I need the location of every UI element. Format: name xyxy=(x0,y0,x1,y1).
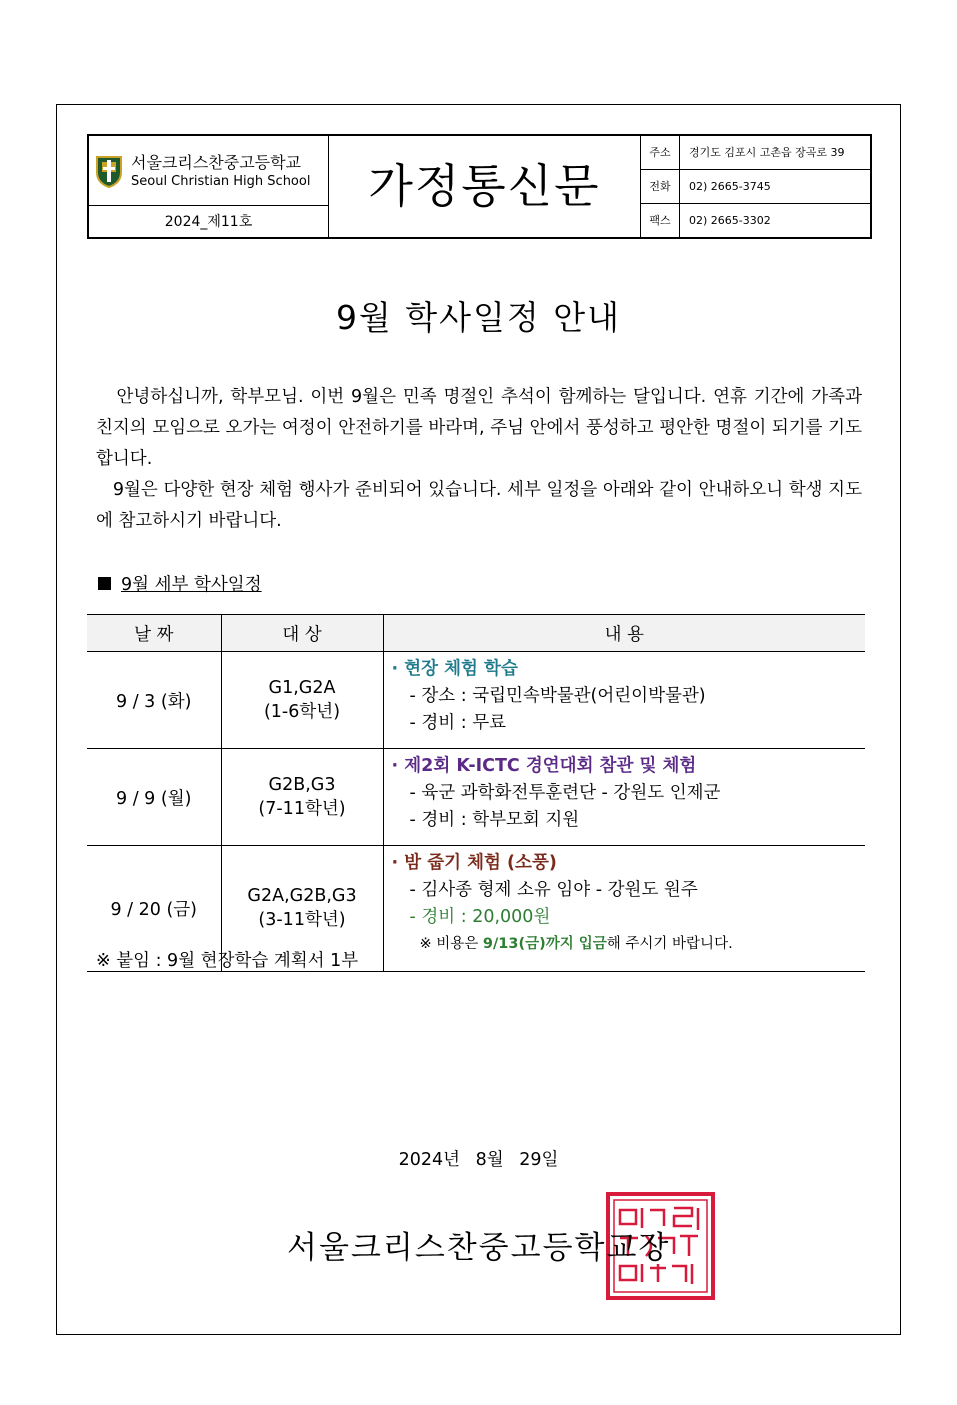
event-cost: - 경비 : 20,000원 xyxy=(409,907,551,927)
info-key: 주소 xyxy=(641,136,680,169)
header-content: 내 용 xyxy=(383,615,865,652)
info-value: 경기도 김포시 고촌읍 장곡로 39 xyxy=(689,146,845,159)
principal-signature: 서울크리스찬중고등학교장 xyxy=(287,1230,671,1266)
info-value: 02) 2665-3745 xyxy=(689,180,771,193)
section-title-text: 9월 세부 학사일정 xyxy=(121,575,262,595)
header-date: 날 짜 xyxy=(87,615,221,652)
row-date: 9 / 3 (화) xyxy=(87,652,221,749)
section-title xyxy=(98,571,262,596)
payment-note xyxy=(392,931,866,958)
event-detail: - 경비 : 무료 xyxy=(409,713,507,733)
note-deadline: 9/13(금)까지 입금 xyxy=(482,936,607,952)
school-name-ko: 서울크리스찬중고등학교 xyxy=(131,153,302,172)
row-target xyxy=(221,749,383,846)
target-line: G2B,G3 xyxy=(268,774,336,795)
row-content xyxy=(383,846,865,972)
target-grade: (1-6학년) xyxy=(263,701,341,722)
newsletter-title: 가정통신문 xyxy=(368,159,601,213)
school-emblem-icon xyxy=(95,154,123,188)
event-detail: - 김사종 형제 소유 임야 - 강원도 원주 xyxy=(409,880,698,900)
event-heading: · 밤 줍기 체험 (소풍) xyxy=(391,853,557,873)
issue-date: 2024년 8월 29일 xyxy=(398,1150,559,1170)
schedule-table xyxy=(87,614,865,972)
attachment-note: ※ 붙임 : 9월 현장학습 계획서 1부 xyxy=(96,951,359,971)
target-line: G2A,G2B,G3 xyxy=(247,886,357,906)
table-header-row xyxy=(87,615,865,652)
issue-number: 2024_제11호 xyxy=(89,206,329,239)
newsletter-header xyxy=(87,134,872,239)
page-title: 9월 학사일정 안내 xyxy=(335,298,622,337)
row-date: 9 / 9 (월) xyxy=(87,749,221,846)
contact-info xyxy=(640,136,870,237)
table-row xyxy=(87,652,865,749)
square-bullet-icon xyxy=(98,577,111,590)
row-content xyxy=(383,749,865,846)
row-date: 9 / 20 (금) xyxy=(87,846,221,972)
event-heading: · 현장 체험 학습 xyxy=(391,659,518,679)
row-target xyxy=(221,652,383,749)
target-grade: (7-11학년) xyxy=(258,798,346,819)
info-value: 02) 2665-3302 xyxy=(689,214,771,227)
schedule-intro-paragraph xyxy=(96,475,862,537)
info-key: 전화 xyxy=(641,170,680,203)
intro-text: 9월은 다양한 현장 체험 행사가 준비되어 있습니다. 세부 일정을 아래와 같이 안내하오니 학생 지도에 참고하시기 바랍니다. xyxy=(96,480,862,531)
info-row-fax xyxy=(641,204,871,238)
info-row-address xyxy=(641,136,871,170)
event-detail: - 경비 : 학부모회 지원 xyxy=(409,810,580,830)
event-heading: · 제2회 K-ICTC 경연대회 참관 및 체험 xyxy=(391,756,697,776)
greeting-paragraph xyxy=(96,382,862,475)
table-row xyxy=(87,749,865,846)
target-line: G1,G2A xyxy=(268,677,336,698)
event-detail: - 육군 과학화전투훈련단 - 강원도 인제군 xyxy=(409,783,721,803)
target-grade: (3-11학년) xyxy=(258,910,346,930)
greeting-text: 안녕하십니까, 학부모님. 이번 9월은 민족 명절인 추석이 함께하는 달입니다. 연휴 기간에 가족과 친지의 모임으로 오가는 여정이 안전하기를 바라며, 주님 안에서 풍성하고 평안한 명절이 되기를 기도합니다. xyxy=(96,387,862,469)
header-target: 대 상 xyxy=(221,615,383,652)
school-name-en: Seoul Christian High School xyxy=(131,174,311,189)
school-block xyxy=(89,136,329,206)
event-detail: - 장소 : 국립민속박물관(어린이박물관) xyxy=(409,686,706,706)
info-row-phone xyxy=(641,170,871,204)
row-content xyxy=(383,652,865,749)
note-suffix: 해 주시기 바랍니다. xyxy=(606,936,733,952)
note-prefix: ※ 비용은 xyxy=(419,936,483,952)
info-key: 팩스 xyxy=(641,204,680,238)
